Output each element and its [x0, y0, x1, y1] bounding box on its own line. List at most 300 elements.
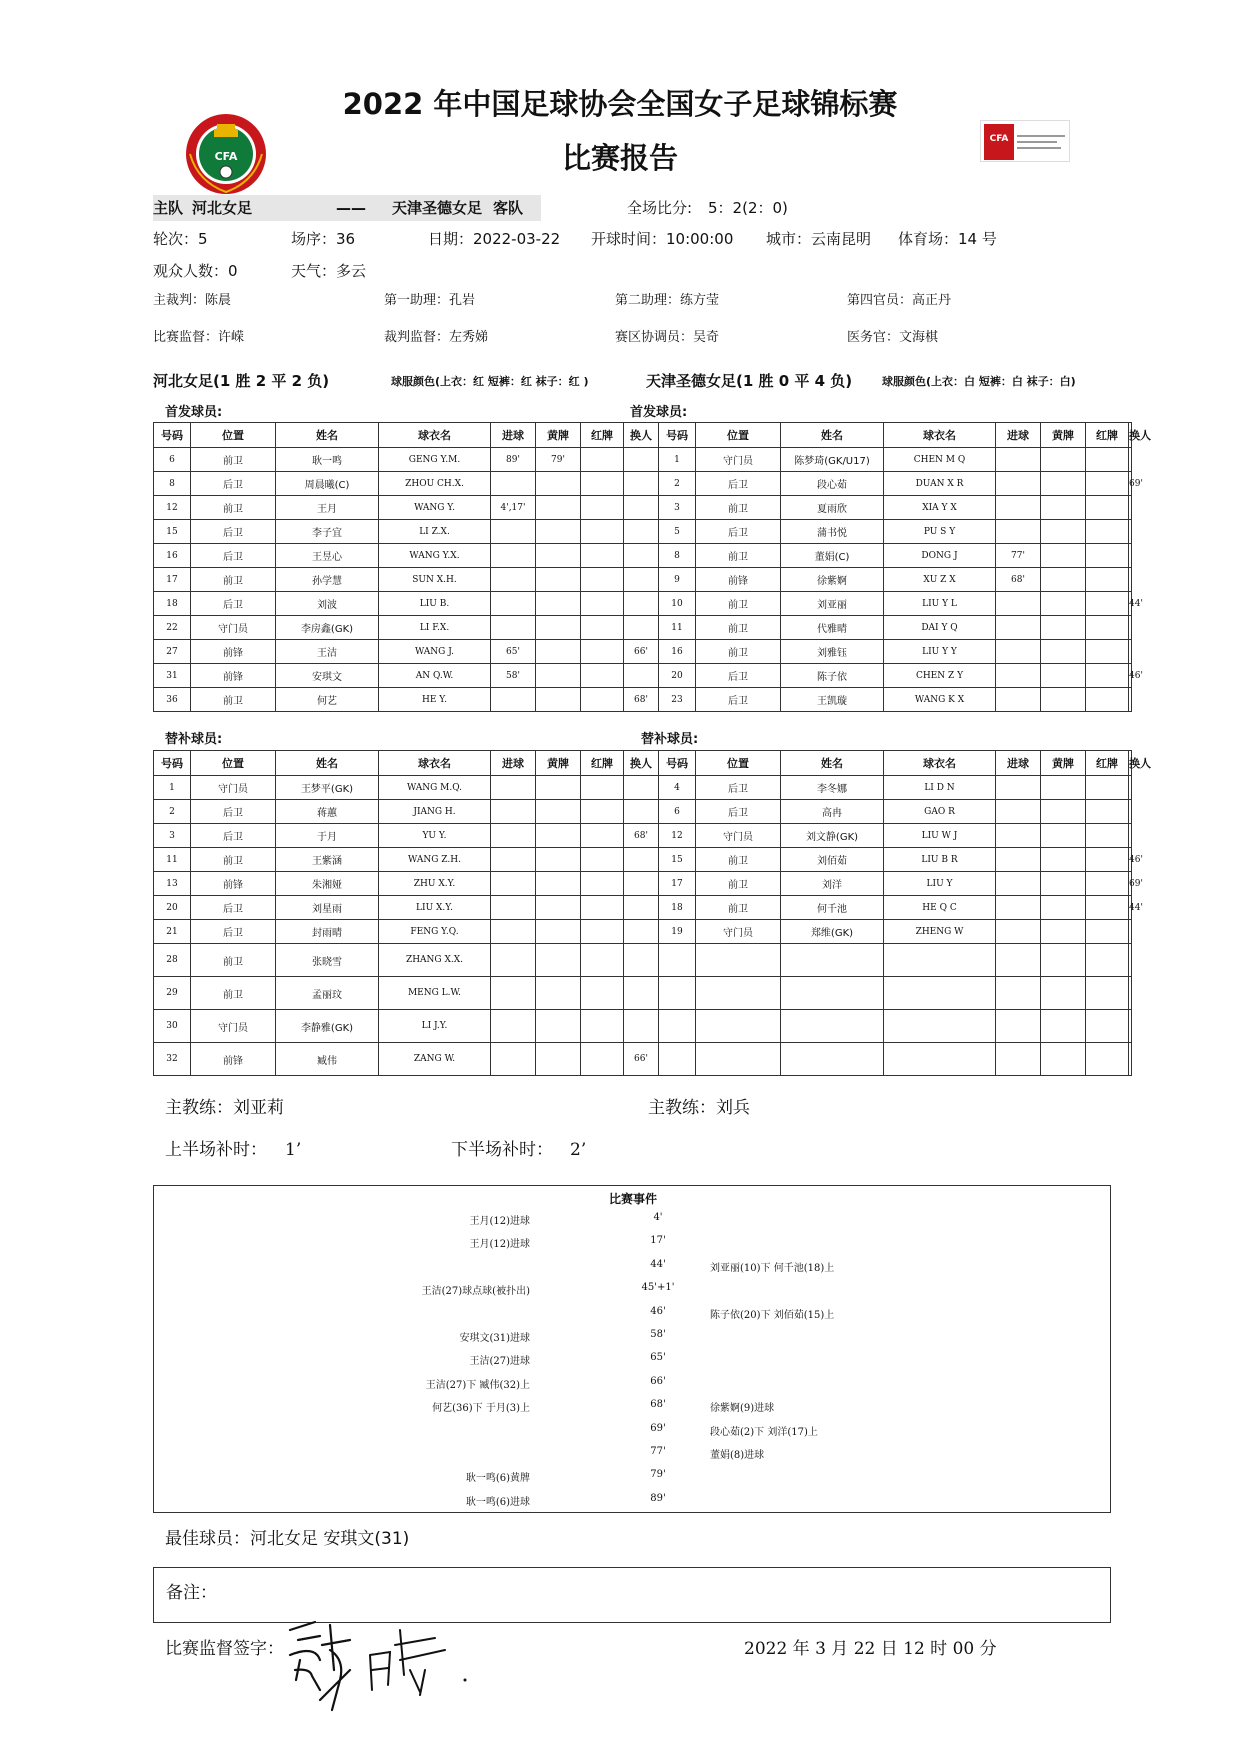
cfa-badge-logo — [980, 120, 1070, 162]
home-cell-red-card — [581, 896, 624, 920]
home-cell-number: 15 — [154, 520, 191, 544]
away-cell-number: 3 — [659, 496, 696, 520]
home-cell-yellow-card — [536, 824, 581, 848]
home-col-name: 姓名 — [276, 751, 379, 776]
home-cell-number: 3 — [154, 824, 191, 848]
table-row — [154, 472, 1132, 496]
home-cell-number: 28 — [154, 944, 191, 977]
event-row — [154, 1423, 1112, 1446]
away-cell-name: 李冬娜 — [781, 776, 884, 800]
remarks-label: 备注： — [166, 1583, 217, 1603]
event-away-text: 徐紫婀(9)进球 — [710, 1403, 775, 1415]
fourth-official-info: 第四官员：高正丹 — [847, 293, 952, 308]
away-cell-yellow-card — [1041, 568, 1086, 592]
away-cell-position — [696, 1043, 781, 1076]
away-cell-yellow-card — [1041, 1043, 1086, 1076]
away-cell-goals — [996, 1043, 1041, 1076]
away-team-record: 天津圣德女足(1 胜 0 平 4 负) — [646, 372, 853, 390]
vs-dash: —— — [336, 199, 366, 217]
home-cell-shirt-name: ZHOU CH.X. — [379, 472, 491, 496]
match-events-box — [153, 1185, 1111, 1513]
away-col-position: 位置 — [696, 751, 781, 776]
away-cell-goals — [996, 592, 1041, 616]
away-col-shirt-name: 球衣名 — [884, 423, 996, 448]
event-row — [154, 1446, 1112, 1469]
home-cell-substitution: 68' — [624, 688, 659, 712]
home-cell-yellow-card — [536, 1043, 581, 1076]
table-row — [154, 520, 1132, 544]
home-cell-red-card — [581, 977, 624, 1010]
home-cell-substitution: 66' — [624, 1043, 659, 1076]
away-cell-red-card — [1086, 592, 1129, 616]
away-kit-colors: 球服颜色(上衣：白 短裤：白 袜子：白) — [882, 375, 1076, 388]
away-cell-goals — [996, 688, 1041, 712]
final-score: 5：2(2：0) — [708, 199, 788, 217]
away-col-goals: 进球 — [996, 751, 1041, 776]
away-cell-substitution — [1129, 496, 1132, 520]
home-cell-yellow-card — [536, 872, 581, 896]
home-cell-yellow-card: 79' — [536, 448, 581, 472]
home-cell-shirt-name: ZHANG X.X. — [379, 944, 491, 977]
home-cell-position: 后卫 — [191, 472, 276, 496]
away-cell-yellow-card — [1041, 776, 1086, 800]
away-cell-name: 代雅晴 — [781, 616, 884, 640]
away-cell-shirt-name — [884, 977, 996, 1010]
away-col-shirt-name: 球衣名 — [884, 751, 996, 776]
home-cell-yellow-card — [536, 496, 581, 520]
home-cell-shirt-name: LI F.X. — [379, 616, 491, 640]
away-cell-yellow-card — [1041, 520, 1086, 544]
away-cell-number: 2 — [659, 472, 696, 496]
event-away-text: 段心茹(2)下 刘洋(17)上 — [710, 1426, 818, 1438]
away-cell-substitution — [1129, 944, 1132, 977]
away-cell-shirt-name: LIU Y L — [884, 592, 996, 616]
stadium-info: 体育场：14 号 — [898, 230, 997, 248]
table-row — [154, 616, 1132, 640]
table-row — [154, 920, 1132, 944]
away-cell-red-card — [1086, 800, 1129, 824]
away-cell-substitution — [1129, 920, 1132, 944]
home-cell-red-card — [581, 776, 624, 800]
home-cell-goals — [491, 1043, 536, 1076]
home-col-shirt-name: 球衣名 — [379, 423, 491, 448]
home-cell-name: 刘波 — [276, 592, 379, 616]
away-cell-position: 前卫 — [696, 616, 781, 640]
away-cell-shirt-name: LIU B R — [884, 848, 996, 872]
table-row — [154, 824, 1132, 848]
away-cell-goals — [996, 800, 1041, 824]
home-cell-name: 王洁 — [276, 640, 379, 664]
event-minute: 77' — [650, 1446, 666, 1457]
away-cell-position: 后卫 — [696, 776, 781, 800]
home-cell-substitution — [624, 472, 659, 496]
event-home-text: 耿一鸣(6)进球 — [465, 1496, 530, 1508]
away-cell-shirt-name: HE Q C — [884, 896, 996, 920]
home-cell-substitution — [624, 1010, 659, 1043]
event-row — [154, 1259, 1112, 1282]
home-cell-goals — [491, 688, 536, 712]
home-cell-name: 何艺 — [276, 688, 379, 712]
home-cell-name: 李房鑫(GK) — [276, 616, 379, 640]
home-cell-goals — [491, 544, 536, 568]
event-home-text: 王月(12)进球 — [469, 1216, 530, 1227]
home-cell-number: 12 — [154, 496, 191, 520]
away-cell-number: 8 — [659, 544, 696, 568]
away-cell-position: 后卫 — [696, 664, 781, 688]
away-cell-goals — [996, 944, 1041, 977]
away-cell-number: 4 — [659, 776, 696, 800]
home-cell-shirt-name: WANG Z.H. — [379, 848, 491, 872]
home-cell-yellow-card — [536, 568, 581, 592]
home-col-name: 姓名 — [276, 423, 379, 448]
starters-header-row — [154, 423, 1132, 448]
home-cell-number: 20 — [154, 896, 191, 920]
home-col-position: 位置 — [191, 423, 276, 448]
home-cell-number: 6 — [154, 448, 191, 472]
away-cell-goals — [996, 824, 1041, 848]
away-cell-number: 23 — [659, 688, 696, 712]
away-cell-shirt-name: LIU W J — [884, 824, 996, 848]
away-cell-substitution — [1129, 544, 1132, 568]
away-cell-number: 6 — [659, 800, 696, 824]
home-starters-label: 首发球员: — [165, 405, 223, 420]
table-row — [154, 496, 1132, 520]
referee-info: 主裁判：陈晨 — [153, 293, 232, 308]
home-cell-position: 后卫 — [191, 544, 276, 568]
away-cell-substitution — [1129, 616, 1132, 640]
home-cell-red-card — [581, 544, 624, 568]
away-cell-name: 刘文静(GK) — [781, 824, 884, 848]
away-cell-number: 1 — [659, 448, 696, 472]
best-player: 最佳球员：河北女足 安琪文(31) — [165, 1529, 410, 1549]
kickoff-info: 开球时间：10:00:00 — [591, 230, 734, 248]
home-cell-name: 臧伟 — [276, 1043, 379, 1076]
away-cell-substitution — [1129, 824, 1132, 848]
away-cell-name: 刘雅钰 — [781, 640, 884, 664]
away-cell-red-card — [1086, 688, 1129, 712]
away-cell-name — [781, 1043, 884, 1076]
away-starters-label: 首发球员: — [630, 405, 688, 420]
away-cell-substitution — [1129, 688, 1132, 712]
home-cell-name: 蒋蕙 — [276, 800, 379, 824]
event-away-text: 陈子依(20)下 刘佰茹(15)上 — [710, 1309, 835, 1321]
table-row — [154, 872, 1132, 896]
home-cell-position: 前卫 — [191, 944, 276, 977]
away-cell-yellow-card — [1041, 616, 1086, 640]
home-cell-name: 周晨曦(C) — [276, 472, 379, 496]
home-col-yellow-card: 黄牌 — [536, 423, 581, 448]
away-cell-goals — [996, 520, 1041, 544]
home-col-substitution: 换人 — [624, 423, 659, 448]
table-row — [154, 1043, 1132, 1076]
home-cell-shirt-name: JIANG H. — [379, 800, 491, 824]
home-cell-goals — [491, 472, 536, 496]
home-col-red-card: 红牌 — [581, 751, 624, 776]
home-col-number: 号码 — [154, 751, 191, 776]
home-cell-yellow-card — [536, 920, 581, 944]
away-cell-position: 后卫 — [696, 688, 781, 712]
away-cell-number: 17 — [659, 872, 696, 896]
away-cell-substitution — [1129, 448, 1132, 472]
home-cell-red-card — [581, 448, 624, 472]
table-row — [154, 664, 1132, 688]
away-cell-substitution: 46' — [1129, 848, 1132, 872]
home-cell-number: 8 — [154, 472, 191, 496]
away-cell-yellow-card — [1041, 592, 1086, 616]
home-team-record: 河北女足(1 胜 2 平 2 负) — [153, 372, 330, 390]
home-cell-number: 18 — [154, 592, 191, 616]
away-cell-substitution — [1129, 1010, 1132, 1043]
away-cell-shirt-name — [884, 1043, 996, 1076]
home-cell-substitution — [624, 848, 659, 872]
home-cell-number: 2 — [154, 800, 191, 824]
away-cell-red-card — [1086, 1043, 1129, 1076]
home-cell-shirt-name: SUN X.H. — [379, 568, 491, 592]
away-cell-position: 守门员 — [696, 448, 781, 472]
home-label: 主队 — [153, 199, 184, 217]
home-cell-yellow-card — [536, 472, 581, 496]
home-cell-red-card — [581, 944, 624, 977]
home-cell-shirt-name: FENG Y.Q. — [379, 920, 491, 944]
medical-officer-info: 医务官：文海棋 — [847, 330, 939, 345]
home-cell-position: 后卫 — [191, 800, 276, 824]
away-cell-position: 前卫 — [696, 848, 781, 872]
away-cell-red-card — [1086, 520, 1129, 544]
event-minute: 79' — [650, 1469, 666, 1481]
referee-assessor-info: 裁判监督：左秀娣 — [384, 330, 489, 345]
event-row — [154, 1282, 1112, 1305]
away-cell-name: 王凯璇 — [781, 688, 884, 712]
event-minute: 46' — [650, 1305, 666, 1317]
away-cell-position: 后卫 — [696, 800, 781, 824]
away-cell-name — [781, 1010, 884, 1043]
home-cell-yellow-card — [536, 544, 581, 568]
away-cell-red-card — [1086, 896, 1129, 920]
home-cell-number: 30 — [154, 1010, 191, 1043]
home-cell-yellow-card — [536, 1010, 581, 1043]
table-row — [154, 568, 1132, 592]
away-cell-yellow-card — [1041, 664, 1086, 688]
away-cell-substitution — [1129, 800, 1132, 824]
home-cell-shirt-name: WANG M.Q. — [379, 776, 491, 800]
home-cell-number: 16 — [154, 544, 191, 568]
away-cell-yellow-card — [1041, 848, 1086, 872]
away-cell-number — [659, 977, 696, 1010]
away-cell-yellow-card — [1041, 977, 1086, 1010]
home-cell-number: 17 — [154, 568, 191, 592]
home-cell-substitution — [624, 776, 659, 800]
away-cell-shirt-name: ZHENG W — [884, 920, 996, 944]
home-cell-position: 后卫 — [191, 520, 276, 544]
home-cell-red-card — [581, 520, 624, 544]
home-cell-yellow-card — [536, 896, 581, 920]
away-cell-name: 董娟(C) — [781, 544, 884, 568]
home-cell-red-card — [581, 640, 624, 664]
away-col-number: 号码 — [659, 423, 696, 448]
away-col-goals: 进球 — [996, 423, 1041, 448]
event-row — [154, 1376, 1112, 1399]
attendance-info: 观众人数：0 — [153, 262, 238, 280]
signature-datetime: 2022 年 3 月 22 日 12 时 00 分 — [744, 1639, 997, 1659]
home-cell-shirt-name: ZANG W. — [379, 1043, 491, 1076]
home-cell-substitution — [624, 800, 659, 824]
home-col-goals: 进球 — [491, 751, 536, 776]
home-cell-goals — [491, 592, 536, 616]
home-cell-name: 孟丽玟 — [276, 977, 379, 1010]
away-cell-red-card — [1086, 664, 1129, 688]
signature-label: 比赛监督签字： — [165, 1639, 284, 1659]
home-cell-name: 张晓雪 — [276, 944, 379, 977]
home-cell-substitution: 66' — [624, 640, 659, 664]
away-cell-yellow-card — [1041, 800, 1086, 824]
event-home-text: 耿一鸣(6)黄牌 — [465, 1473, 530, 1485]
event-minute: 66' — [650, 1375, 666, 1387]
home-cell-substitution — [624, 568, 659, 592]
home-cell-number: 22 — [154, 616, 191, 640]
cfa-emblem-logo — [184, 112, 268, 196]
event-minute: 68' — [650, 1399, 666, 1411]
handwritten-signature — [260, 1600, 480, 1730]
home-cell-shirt-name: ZHU X.Y. — [379, 872, 491, 896]
away-cell-yellow-card — [1041, 448, 1086, 472]
home-cell-red-card — [581, 472, 624, 496]
home-col-substitution: 换人 — [624, 751, 659, 776]
event-row — [154, 1212, 1112, 1235]
away-cell-goals — [996, 776, 1041, 800]
home-col-shirt-name: 球衣名 — [379, 751, 491, 776]
away-cell-goals — [996, 872, 1041, 896]
away-cell-goals: 68' — [996, 568, 1041, 592]
home-cell-red-card — [581, 824, 624, 848]
home-col-number: 号码 — [154, 423, 191, 448]
away-cell-goals — [996, 616, 1041, 640]
home-cell-name: 王昱心 — [276, 544, 379, 568]
home-cell-position: 前卫 — [191, 688, 276, 712]
home-cell-position: 后卫 — [191, 592, 276, 616]
away-cell-goals: 77' — [996, 544, 1041, 568]
event-minute: 44' — [650, 1258, 666, 1270]
home-cell-number: 11 — [154, 848, 191, 872]
home-cell-goals: 65' — [491, 640, 536, 664]
home-cell-shirt-name: WANG Y.X. — [379, 544, 491, 568]
event-minute: 58' — [650, 1329, 666, 1340]
home-col-yellow-card: 黄牌 — [536, 751, 581, 776]
away-cell-shirt-name — [884, 944, 996, 977]
away-cell-substitution — [1129, 977, 1132, 1010]
home-cell-name: 朱湘娅 — [276, 872, 379, 896]
away-cell-red-card — [1086, 544, 1129, 568]
away-cell-shirt-name: DONG J — [884, 544, 996, 568]
away-col-substitution: 换人 — [1129, 423, 1132, 448]
away-cell-shirt-name: PU S Y — [884, 520, 996, 544]
home-cell-red-card — [581, 616, 624, 640]
home-cell-shirt-name: AN Q.W. — [379, 664, 491, 688]
home-cell-yellow-card — [536, 848, 581, 872]
home-cell-yellow-card — [536, 800, 581, 824]
away-col-name: 姓名 — [781, 423, 884, 448]
home-cell-name: 于月 — [276, 824, 379, 848]
away-cell-red-card — [1086, 472, 1129, 496]
home-cell-substitution — [624, 544, 659, 568]
event-minute: 69' — [650, 1422, 666, 1434]
away-col-substitution: 换人 — [1129, 751, 1132, 776]
home-cell-position: 前锋 — [191, 872, 276, 896]
away-cell-shirt-name: XIA Y X — [884, 496, 996, 520]
match-number-info: 场序：36 — [291, 230, 356, 248]
away-cell-red-card — [1086, 944, 1129, 977]
away-cell-red-card — [1086, 640, 1129, 664]
home-col-position: 位置 — [191, 751, 276, 776]
home-cell-shirt-name: GENG Y.M. — [379, 448, 491, 472]
away-cell-number: 20 — [659, 664, 696, 688]
home-cell-name: 王紫涵 — [276, 848, 379, 872]
starters-table — [153, 422, 1151, 712]
away-cell-position: 前锋 — [696, 568, 781, 592]
home-cell-yellow-card — [536, 616, 581, 640]
table-row — [154, 977, 1132, 1010]
away-cell-red-card — [1086, 824, 1129, 848]
home-cell-substitution — [624, 920, 659, 944]
home-cell-position: 守门员 — [191, 616, 276, 640]
report-subtitle: 比赛报告 — [561, 141, 678, 175]
away-cell-position: 前卫 — [696, 592, 781, 616]
away-cell-yellow-card — [1041, 920, 1086, 944]
event-minute: 65' — [650, 1352, 666, 1364]
event-minute: 4' — [653, 1212, 663, 1223]
away-cell-red-card — [1086, 977, 1129, 1010]
home-cell-goals — [491, 872, 536, 896]
away-col-yellow-card: 黄牌 — [1041, 423, 1086, 448]
home-col-red-card: 红牌 — [581, 423, 624, 448]
home-cell-goals — [491, 616, 536, 640]
event-row — [154, 1235, 1112, 1258]
home-cell-goals — [491, 848, 536, 872]
home-cell-red-card — [581, 688, 624, 712]
table-row — [154, 640, 1132, 664]
away-cell-number: 5 — [659, 520, 696, 544]
away-cell-shirt-name: DUAN X R — [884, 472, 996, 496]
home-cell-shirt-name: LIU B. — [379, 592, 491, 616]
home-cell-position: 前卫 — [191, 977, 276, 1010]
table-row — [154, 448, 1132, 472]
report-title: 2022 年中国足球协会全国女子足球锦标赛 — [342, 87, 898, 121]
home-cell-red-card — [581, 920, 624, 944]
home-cell-yellow-card — [536, 944, 581, 977]
event-home-text: 何艺(36)下 于月(3)上 — [432, 1403, 530, 1415]
home-subs-label: 替补球员: — [165, 732, 223, 747]
away-cell-name — [781, 977, 884, 1010]
event-row — [154, 1469, 1112, 1492]
away-cell-number: 10 — [659, 592, 696, 616]
event-minute: 89' — [650, 1492, 666, 1504]
away-cell-yellow-card — [1041, 472, 1086, 496]
away-cell-shirt-name: LI D N — [884, 776, 996, 800]
home-cell-shirt-name: YU Y. — [379, 824, 491, 848]
away-cell-goals — [996, 920, 1041, 944]
home-cell-red-card — [581, 1010, 624, 1043]
home-cell-goals — [491, 920, 536, 944]
away-cell-goals — [996, 977, 1041, 1010]
home-cell-position: 前卫 — [191, 496, 276, 520]
home-cell-substitution: 68' — [624, 824, 659, 848]
home-cell-substitution — [624, 616, 659, 640]
home-cell-substitution — [624, 944, 659, 977]
home-cell-number: 1 — [154, 776, 191, 800]
table-row — [154, 592, 1132, 616]
away-cell-name: 高冉 — [781, 800, 884, 824]
away-cell-substitution — [1129, 520, 1132, 544]
event-minute: 45'+1' — [641, 1282, 675, 1294]
